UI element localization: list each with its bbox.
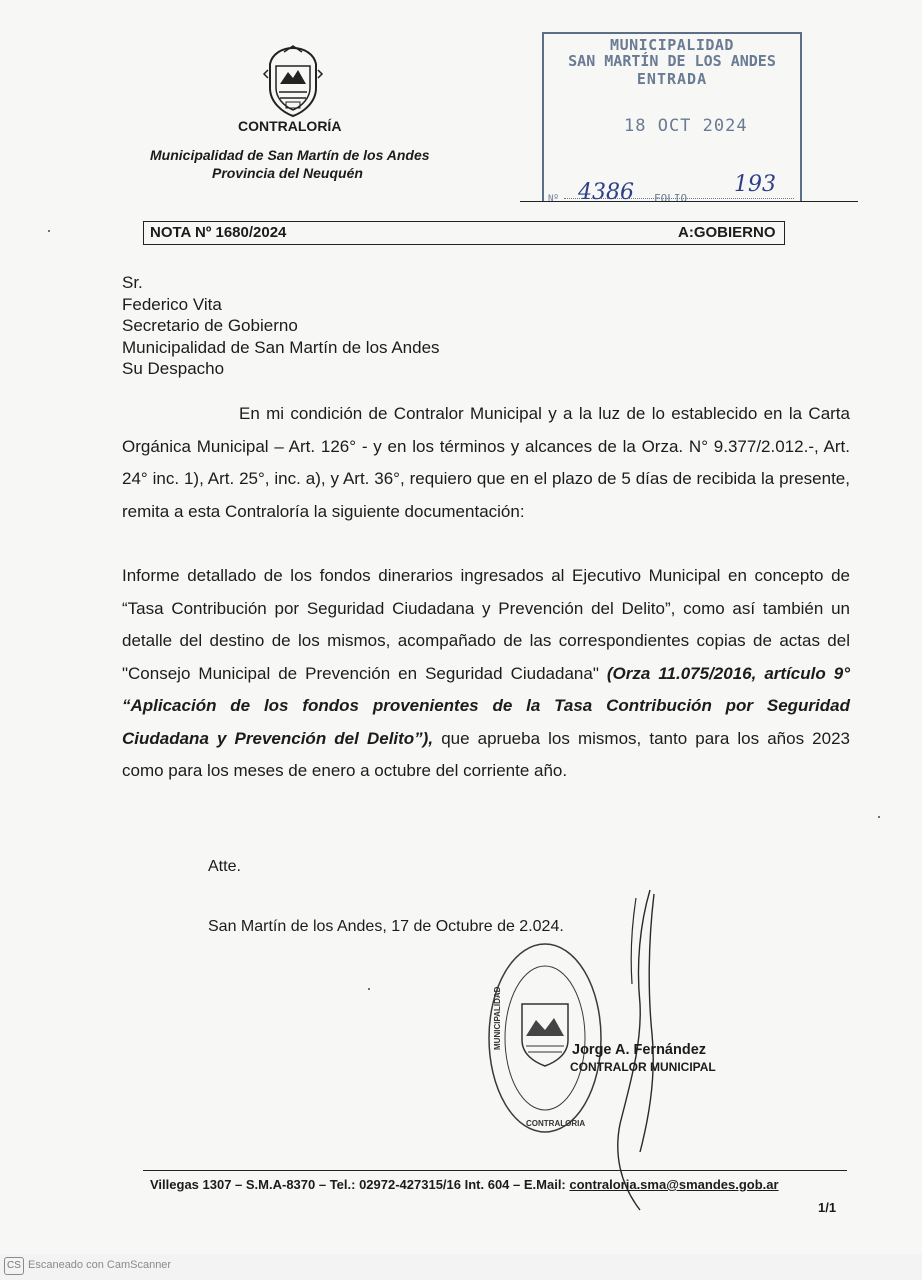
stamp-folio-value: 193 bbox=[734, 172, 776, 197]
header-divider bbox=[520, 201, 858, 202]
nota-number: NOTA Nº 1680/2024 bbox=[150, 224, 287, 241]
scan-speck bbox=[368, 988, 370, 990]
stamp-number-value: 4386 bbox=[578, 180, 634, 205]
reception-stamp bbox=[542, 32, 802, 205]
municipality-heading bbox=[150, 146, 430, 182]
stamp-line3: ENTRADA bbox=[636, 70, 708, 88]
svg-text:CONTRALORIA: CONTRALORIA bbox=[526, 1119, 586, 1128]
stamp-line1: MUNICIPALIDAD bbox=[610, 36, 734, 54]
closing-greeting: Atte. bbox=[208, 858, 241, 875]
address-line: Secretario de Gobierno bbox=[122, 316, 298, 335]
signatory-role: CONTRALOR MUNICIPAL bbox=[570, 1060, 716, 1074]
camscanner-logo-icon: CS bbox=[4, 1257, 24, 1275]
municipality-line1: Municipalidad de San Martín de los Andes bbox=[150, 147, 430, 163]
stamp-date: 18 OCT 2024 bbox=[624, 116, 748, 136]
svg-text:MUNICIPALIDAD: MUNICIPALIDAD bbox=[493, 986, 502, 1050]
page-number: 1/1 bbox=[818, 1200, 837, 1215]
address-line: Sr. bbox=[122, 273, 143, 292]
body-paragraph-2 bbox=[122, 560, 850, 788]
address-line: Su Despacho bbox=[122, 359, 225, 378]
stamp-number-label: Nº bbox=[548, 194, 559, 204]
paragraph2-text: Informe detallado de los fondos dinerarios ingresados al Ejecutivo Municipal en concepto de “Tasa Contribución por Seguridad Ciudadana y Prevención del Delito”, como así también un detalle del destino de los mismos, acompañado de las correspondientes copias de actas del "Consejo Municipal de Prevención en Seguridad Ciudadana" bbox=[122, 566, 850, 683]
ordinance-reference: (Orza 11.075/2016, artículo 9° “Aplicación de los fondos provenientes de la Tasa Contribución por Seguridad Ciudadana y Prevención del Delito”), bbox=[122, 663, 851, 748]
scan-speck bbox=[878, 816, 880, 818]
footer-contact bbox=[150, 1177, 779, 1192]
footer-divider bbox=[143, 1170, 847, 1171]
address-line: Federico Vita bbox=[122, 294, 222, 314]
footer-email-link[interactable]: contraloria.sma@smandes.gob.ar bbox=[569, 1177, 779, 1192]
address-block bbox=[122, 272, 440, 380]
org-title: CONTRALORÍA bbox=[238, 118, 342, 134]
footer-address: Villegas 1307 – S.M.A-8370 – Tel.: 02972-427315/16 Int. 604 – E.Mail: bbox=[150, 1177, 566, 1192]
municipal-crest-icon bbox=[262, 44, 324, 118]
address-line: Municipalidad de San Martín de los Andes bbox=[122, 337, 440, 357]
body-paragraph-1: En mi condición de Contralor Municipal y a la luz de lo establecido en la Carta Orgánica Municipal – Art. 126° - y en los términos y alcances de la Orza. N° 9.377/2.012.-, Art. 24° inc. 1), Art. 25°, inc. a), y Art. 36°, requiero que en el plazo de 5 días de recibida la presente, remita a esta Contraloría la siguiente documentación: bbox=[122, 404, 850, 521]
place-date: San Martín de los Andes, 17 de Octubre de 2.024. bbox=[208, 918, 564, 935]
stamp-folio-label: FOLIO bbox=[654, 192, 688, 205]
signatory-name: Jorge A. Fernández bbox=[572, 1042, 707, 1058]
municipality-line2: Provincia del Neuquén bbox=[212, 165, 363, 181]
scanner-watermark: Escaneado con CamScanner bbox=[28, 1259, 172, 1271]
paragraph2-text-end: que aprueba los mismos, tanto para los años 2023 como para los meses de enero a octubre del corriente año. bbox=[122, 728, 850, 780]
stamp-line2: SAN MARTÍN DE LOS ANDES bbox=[568, 52, 776, 70]
scan-speck bbox=[48, 230, 50, 232]
nota-destination: A:GOBIERNO bbox=[678, 224, 776, 241]
